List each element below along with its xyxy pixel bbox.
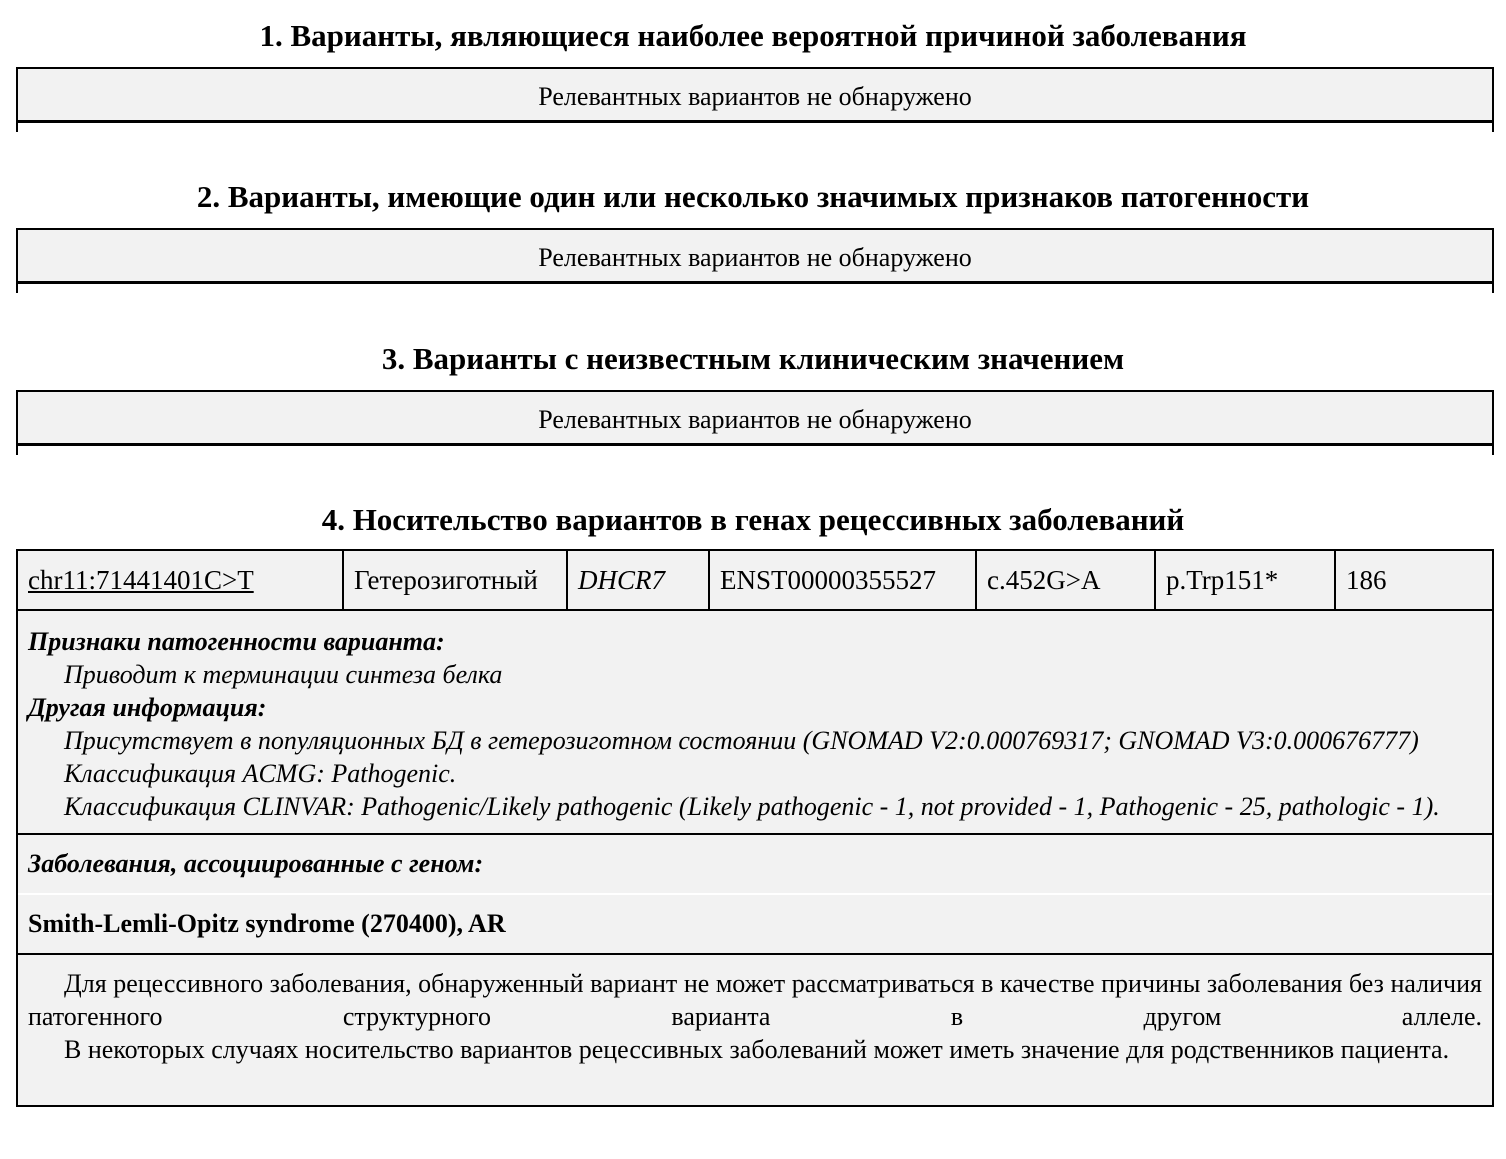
disease-name: Smith-Lemli-Opitz syndrome (270400), AR [18,895,1492,955]
variant-position-link[interactable]: chr11:71441401C>T [18,551,344,609]
section-1-empty-box [16,67,1494,123]
section-2-empty-text: Релевантных вариантов не обнаружено [538,243,972,272]
population-frequency-text: Присутствует в популяционных БД в гетерозиготном состоянии (GNOMAD V2:0.000769317; GNOMAD V3:0.000676777) [64,726,1419,755]
clinvar-classification-text: Классификация CLINVAR: Pathogenic/Likely pathogenic (Likely pathogenic - 1, not provided - 1, Pathogenic - 25, pathologic - 1). [64,792,1440,821]
section-3-title: 3. Варианты с неизвестным клиническим значением [381,341,1125,376]
pathogenicity-heading: Признаки патогенности варианта: [28,627,445,656]
acmg-classification-text: Классификация ACMG: Pathogenic. [64,759,457,788]
variant-cdna: c.452G>A [977,551,1156,609]
section-4-title: 4. Носительство вариантов в генах рецессивных заболеваний [321,502,1185,537]
variant-details [18,611,1492,835]
variant-protein: p.Trp151* [1156,551,1336,609]
section-1-empty-text: Релевантных вариантов не обнаружено [538,82,972,111]
recessive-note-line-2: В некоторых случаях носительство вариантов рецессивных заболеваний может иметь значение для родственников пациента. [64,1035,1450,1064]
recessive-note [18,955,1492,1105]
variant-table [16,549,1494,1107]
variant-depth: 186 [1346,565,1387,595]
section-1-title: 1. Варианты, являющиеся наиболее вероятной причиной заболевания [259,18,1247,53]
variant-gene: DHCR7 [568,551,710,609]
variant-row [18,551,1492,611]
variant-zygosity: Гетерозиготный [344,551,568,609]
pathogenicity-text: Приводит к терминации синтеза белка [64,660,503,689]
diseases-heading: Заболевания, ассоциированные с геном: [18,835,1492,895]
section-3-empty-box [16,390,1494,446]
recessive-note-line-1: Для рецессивного заболевания, обнаруженный вариант не может рассматриваться в качестве причины заболевания без наличия патогенного структурного варианта в другом аллеле. [28,969,1482,1031]
section-2-empty-box [16,228,1494,284]
other-info-heading: Другая информация: [28,693,267,722]
section-2-title: 2. Варианты, имеющие один или несколько значимых признаков патогенности [196,179,1310,214]
variant-transcript: ENST00000355527 [710,551,977,609]
section-3-empty-text: Релевантных вариантов не обнаружено [538,405,972,434]
